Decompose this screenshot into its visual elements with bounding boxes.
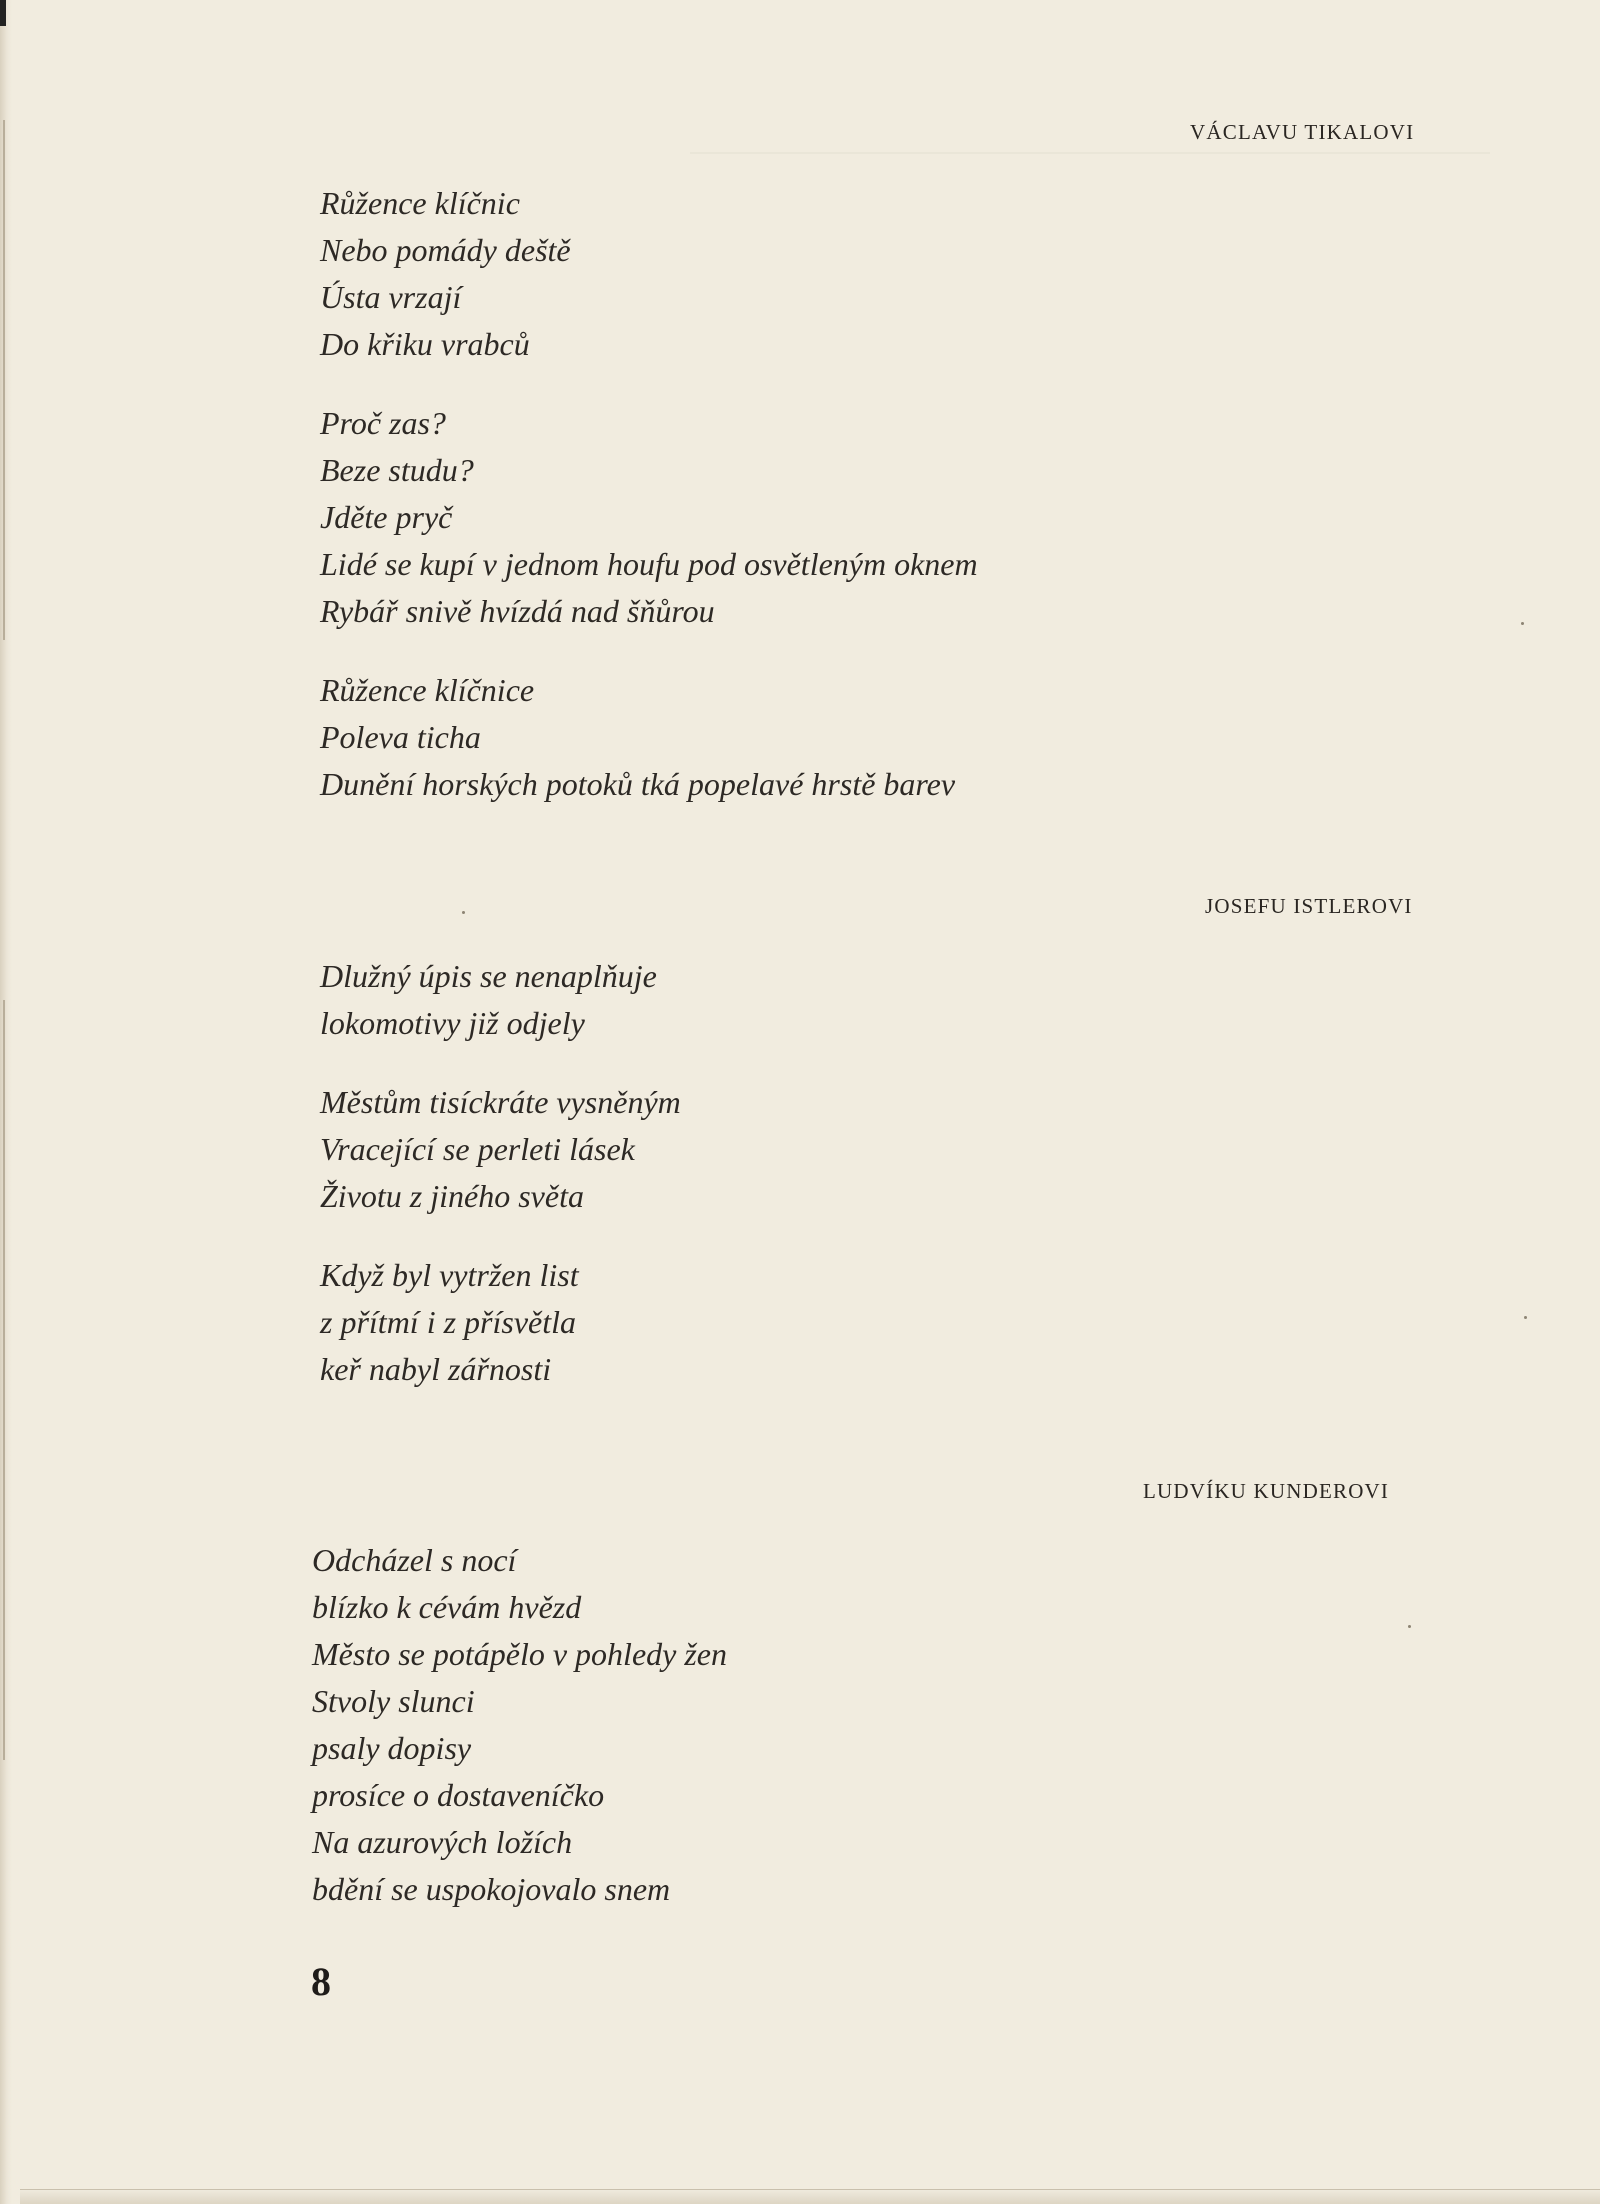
stanza [320,400,978,635]
page-left-edge [0,0,12,2204]
poem-line: lokomotivy již odjely [320,1005,585,1041]
poem-line: Jděte pryč [320,499,453,535]
poem-line: Poleva ticha [320,719,481,755]
stanza [320,667,978,808]
poem-line: Rybář snivě hvízdá nad šňůrou [320,593,715,629]
poem-line: Odcházel s nocí [312,1542,517,1578]
poem-line: Proč zas? [320,405,446,441]
poem-line: Dunění horských potoků tká popelavé hrstě barev [320,766,956,802]
poem-line: Nebo pomády deště [320,232,571,268]
poem-line: bdění se uspokojovalo snem [312,1871,671,1907]
dedication-heading: VÁCLAVU TIKALOVI [1190,120,1415,144]
paper-speck [1524,1316,1527,1319]
poem [320,180,978,808]
page-number: 8 [311,1959,331,2004]
poem-line: keř nabyl zářnosti [320,1351,552,1387]
poem [312,1537,727,1913]
poem-line: psaly dopisy [312,1730,472,1766]
poem-line: Růžence klíčnic [320,185,520,221]
poem-line: Beze studu? [320,452,474,488]
dedication-heading: JOSEFU ISTLEROVI [1205,894,1413,918]
poem-line: prosíce o dostaveníčko [312,1777,605,1813]
poem-line: Vracející se perleti lásek [320,1131,635,1167]
poem-line: Ústa vrzají [320,279,462,315]
paper-speck [462,911,465,914]
poem-line: Lidé se kupí v jednom houfu pod osvětleným oknem [320,546,978,582]
stanza [320,953,681,1047]
page-edge-shadow [3,1000,5,1760]
poem-line: Růžence klíčnice [320,672,535,708]
stanza [320,1079,681,1220]
poem-line: Na azurových ložích [312,1824,573,1860]
poem-line: Dlužný úpis se nenaplňuje [320,958,657,994]
poem-line: Stvoly slunci [312,1683,475,1719]
page-edge-shadow [3,120,5,640]
stanza [320,180,978,368]
poem-line: Městům tisíckráte vysněným [320,1084,681,1120]
dedication-heading: LUDVÍKU KUNDEROVI [1143,1479,1390,1503]
page-bottom-edge [20,2189,1600,2204]
paper-speck [1408,1625,1411,1628]
stanza [312,1537,727,1913]
poem-line: blízko k cévám hvězd [312,1589,582,1625]
poem-line: z přítmí i z přísvětla [320,1304,577,1340]
corner-mark [0,0,6,26]
poem-line: Město se potápělo v pohledy žen [312,1636,727,1672]
paper-speck [1521,622,1524,625]
poem [320,953,681,1393]
poem-line: Do křiku vrabců [320,326,530,362]
poem-line: Životu z jiného světa [320,1178,584,1214]
poem-line: Když byl vytržen list [320,1257,579,1293]
stanza [320,1252,681,1393]
